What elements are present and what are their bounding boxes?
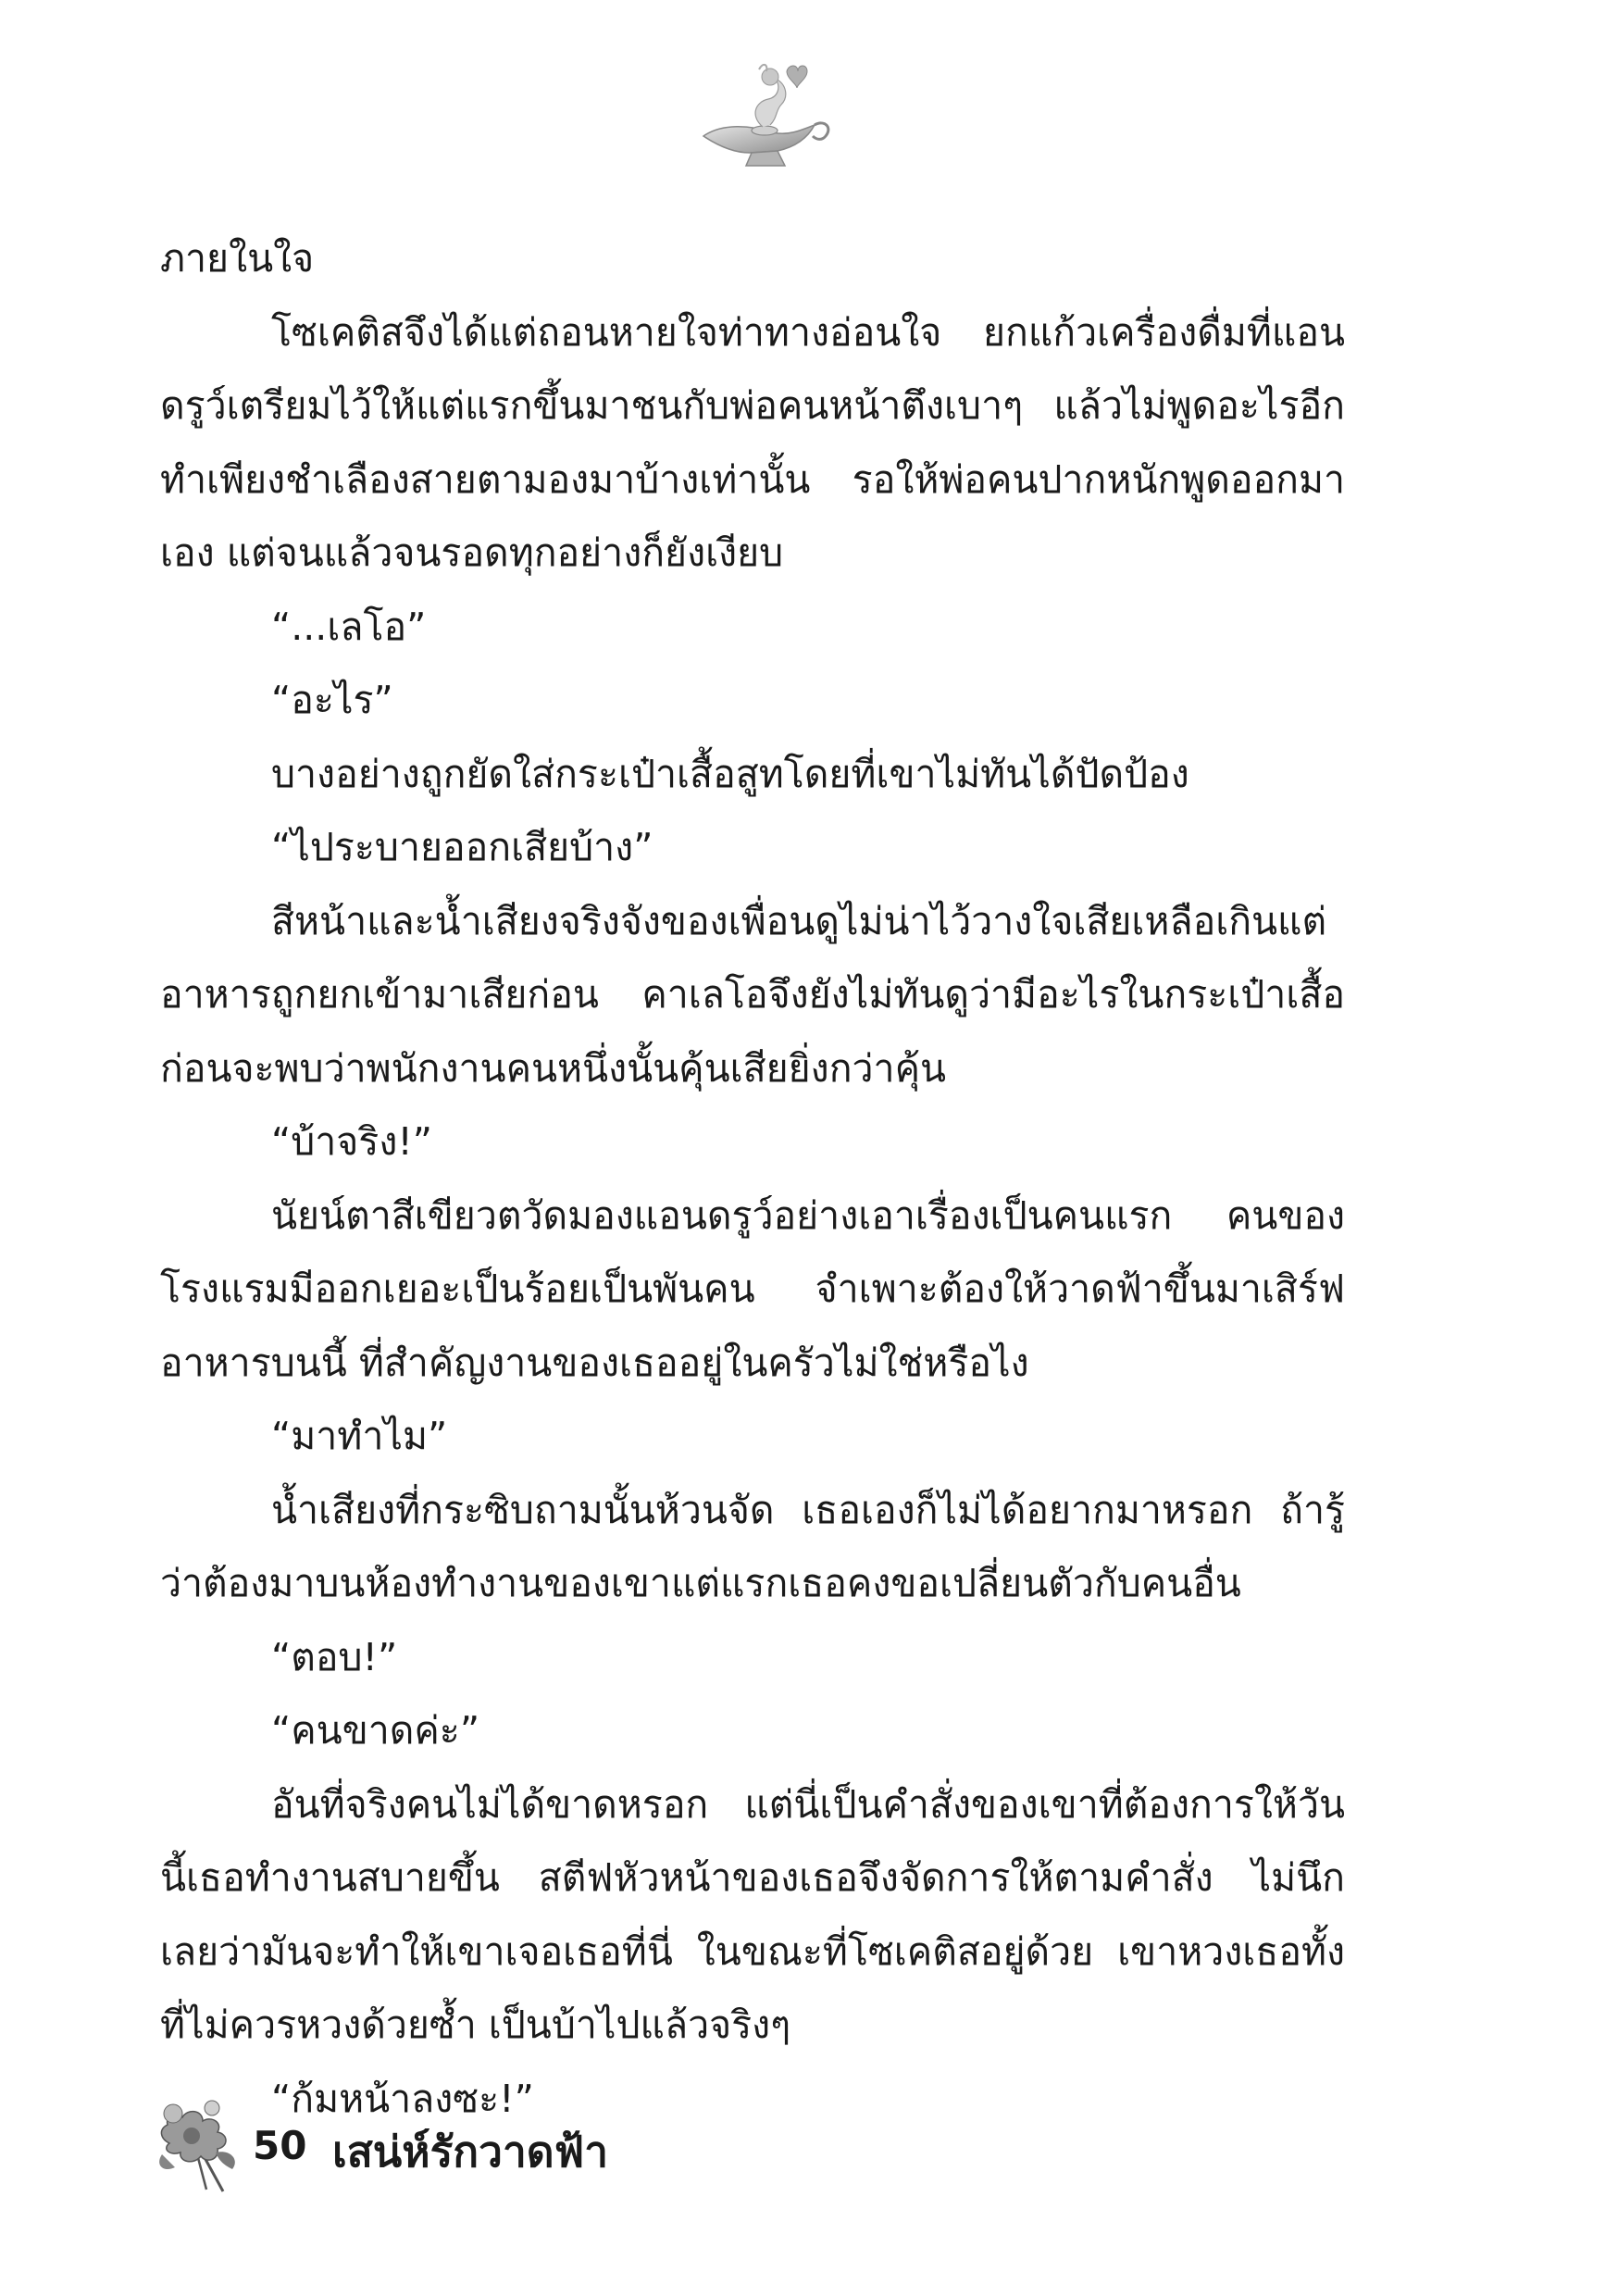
paragraph: สีหน้าและน้ำเสียงจริงจังของเพื่อนดูไม่น่าไว้วางใจเสียเหลือเกินแต่อาหารถูกยกเข้ามาเสียก่อน คาเลโอจึงยังไม่ทันดูว่ามีอะไรในกระเป๋าเสื้อก่อนจะพบว่าพนักงานคนหนึ่งนั้นคุ้นเสียยิ่งกว่าคุ้น	[160, 898, 1345, 1091]
dialogue-line: “ตอบ!”	[271, 1634, 398, 1679]
flower-bouquet-icon	[151, 2088, 253, 2194]
paragraph: โซเคติสจึงได้แต่ถอนหายใจท่าทางอ่อนใจ ยกแก้วเครื่องดื่มที่แอนดรูว์เตรียมไว้ให้แต่แรกขึ้นมาชนกับพ่อคนหน้าตึงเบาๆ แล้วไม่พูดอะไรอีก ทำเพียงชำเลืองสายตามองมาบ้างเท่านั้น รอให้พ่อคนปากหนักพูดออกมาเอง แต่จนแล้วจนรอดทุกอย่างก็ยังเงียบ	[160, 309, 1345, 575]
dialogue-line: “บ้าจริง!”	[271, 1119, 433, 1164]
paragraph: นัยน์ตาสีเขียวตวัดมองแอนดรูว์อย่างเอาเรื่องเป็นคนแรก คนของโรงแรมมีออกเยอะเป็นร้อยเป็นพันคน จำเพาะต้องให้วาดฟ้าขึ้นมาเสิร์ฟอาหารบนนี้ ที่สำคัญงานของเธออยู่ในครัวไม่ใช่หรือไง	[160, 1192, 1345, 1385]
dialogue-line: “ก้มหน้าลงซะ!”	[271, 2076, 534, 2121]
book-title: เสน่ห์รักวาดฟ้า	[332, 2127, 609, 2177]
dialogue-line: “อะไร”	[271, 678, 393, 722]
dialogue-line: “...เลโอ”	[271, 604, 427, 649]
dialogue-line: “ไประบายออกเสียบ้าง”	[271, 825, 653, 869]
dialogue-line: “มาทำไม”	[271, 1414, 448, 1458]
page-footer	[151, 2088, 799, 2199]
paragraph: บางอย่างถูกยัดใส่กระเป๋าเสื้อสูทโดยที่เขาไม่ทันได้ปัดป้อง	[271, 751, 1189, 796]
dialogue-line: “คนขาดค่ะ”	[271, 1708, 480, 1753]
paragraph: อันที่จริงคนไม่ได้ขาดหรอก แต่นี่เป็นคำสั่งของเขาที่ต้องการให้วันนี้เธอทำงานสบายขึ้น สตีฟหัวหน้าของเธอจึงจัดการให้ตามคำสั่ง ไม่นึกเลยว่ามันจะทำให้เขาเจอเธอที่นี่ ในขณะที่โซเคติสอยู่ด้วย เขาหวงเธอทั้งที่ไม่ควรหวงด้วยซ้ำ เป็นบ้าไปแล้วจริงๆ	[160, 1781, 1345, 2047]
genie-lamp-ornament-icon	[685, 51, 842, 176]
story-text	[160, 222, 1345, 2136]
paragraph: น้ำเสียงที่กระซิบถามนั้นห้วนจัด เธอเองก็ไม่ได้อยากมาหรอก ถ้ารู้ว่าต้องมาบนห้องทำงานของเขาแต่แรกเธอคงขอเปลี่ยนตัวกับคนอื่น	[160, 1487, 1345, 1605]
paragraph: ภายในใจ	[160, 236, 315, 281]
page-number: 50	[253, 2123, 307, 2168]
